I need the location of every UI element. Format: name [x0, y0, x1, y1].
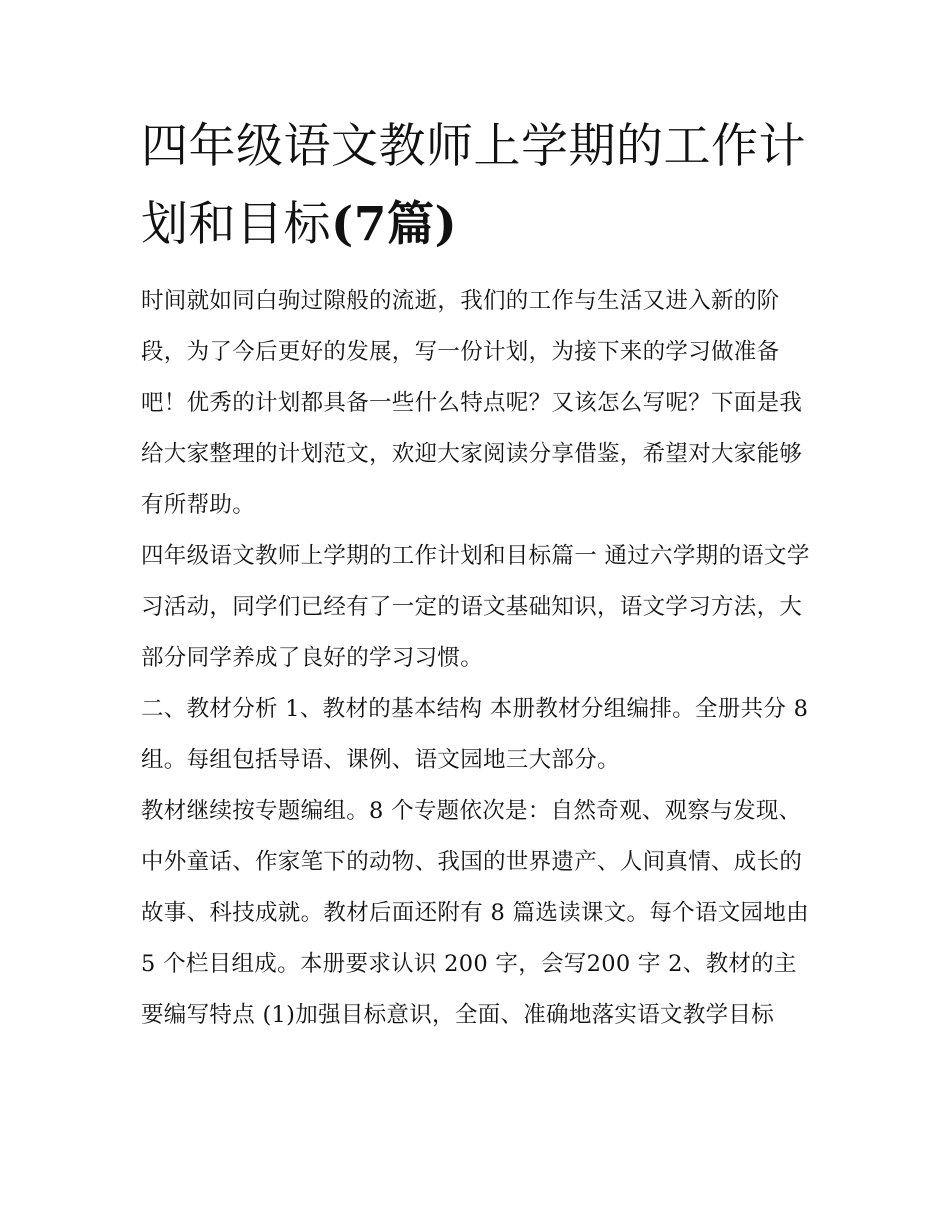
document-title	[141, 108, 813, 264]
document-title-text: 四年级语文教师上学期的工作计划和目标	[141, 119, 806, 252]
textbook-topics-paragraph: 教材继续按专题编组。8 个专题依次是：自然奇观、观察与发现、中外童话、作家笔下的动物、我国的世界遗产、人间真情、成长的故事、科技成就。教材后面还附有 8 篇选读课文。每个语文园地由 5 个栏目组成。本册要求认识 200 字，会写200 字 2、教材的主要编写特点 (1)加强目标意识，全面、准确地落实语文教学目标	[141, 798, 809, 1028]
textbook-structure-paragraph: 二、教材分析 1、教材的基本结构 本册教材分组编排。全册共分 8 组。每组包括导语、课例、语文园地三大部分。	[141, 696, 809, 773]
document-title-count: (7篇)	[331, 197, 458, 252]
document-content	[141, 108, 813, 1041]
intro-paragraph: 时间就如同白驹过隙般的流逝，我们的工作与生活又进入新的阶段，为了今后更好的发展，写一份计划，为接下来的学习做准备吧！优秀的计划都具备一些什么特点呢？又该怎么写呢？下面是我给大家整理的计划范文，欢迎大家阅读分享借鉴，希望对大家能够有所帮助。	[141, 288, 803, 518]
section-one-paragraph: 四年级语文教师上学期的工作计划和目标篇一 通过六学期的语文学习活动，同学们已经有了一定的语文基础知识，语文学习方法，大部分同学养成了良好的学习习惯。	[141, 543, 810, 671]
